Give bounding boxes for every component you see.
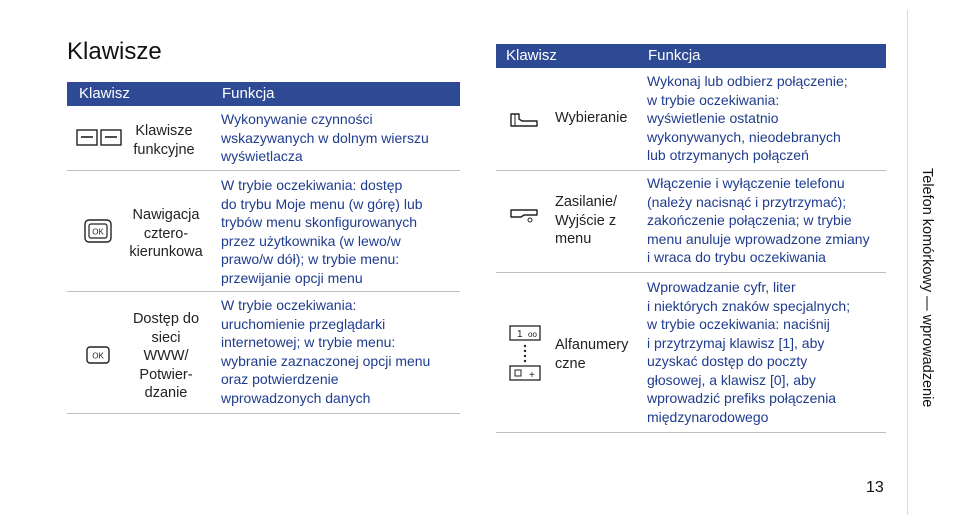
page-number: 13 bbox=[866, 479, 884, 496]
row-divider bbox=[496, 272, 886, 273]
key-label-alphanumeric: Alfanumery czne bbox=[555, 337, 629, 372]
key-label-navigation: Nawigacja cztero- kierunkowa bbox=[129, 207, 203, 260]
softkey-icon bbox=[76, 128, 122, 148]
func-text-web: W trybie oczekiwania: uruchomienie przeglądarki internetowej; w trybie menu: wybranie zaznaczonej opcji menu oraz potwierdzenie wprowadzonych danych bbox=[221, 297, 431, 406]
func-text-power: Włączenie i wyłączenie telefonu (należy nacisnąć i przytrzymać); zakończenie połączenia; w trybie menu anuluje wprowadzone zmiany i wraca do trybu oczekiwania bbox=[647, 175, 870, 265]
ok-icon bbox=[86, 346, 110, 364]
right-table-header bbox=[496, 44, 886, 68]
row-divider bbox=[67, 170, 460, 171]
func-text-call: Wykonaj lub odbierz połączenie; w trybie oczekiwania: wyświetlenie ostatnio wykonywanych, nieodebranych lub otrzymanych połączeń bbox=[647, 73, 848, 163]
func-text-navigation: W trybie oczekiwania: dostęp do trybu Moje menu (w górę) lub trybów menu skonfigurowanych przez użytkownika (w lewo/w prawo/w dół); w trybie menu: przewijanie opcji menu bbox=[221, 177, 423, 286]
func-text-functions: Wykonywanie czynności wskazywanych w dolnym wierszu wyświetlacza bbox=[221, 111, 429, 164]
side-separator bbox=[907, 10, 908, 515]
left-header-key: Klawisz bbox=[79, 85, 130, 102]
row-divider bbox=[67, 291, 460, 292]
row-divider bbox=[496, 170, 886, 171]
left-header-func: Funkcja bbox=[222, 85, 275, 102]
key-label-functions: Klawisze funkcyjne bbox=[133, 123, 195, 158]
call-key-icon bbox=[509, 110, 539, 128]
row-divider bbox=[67, 413, 460, 414]
nav-ok-icon bbox=[84, 219, 112, 243]
right-header-func: Funkcja bbox=[648, 47, 701, 64]
svg-text:1: 1 bbox=[517, 329, 523, 340]
key-label-power: Zasilanie/ Wyjście z menu bbox=[555, 194, 618, 247]
svg-text:OK: OK bbox=[92, 227, 104, 237]
key-label-call: Wybieranie bbox=[555, 110, 628, 126]
end-key-icon bbox=[509, 206, 539, 224]
right-header-key: Klawisz bbox=[506, 47, 557, 64]
svg-text:OK: OK bbox=[92, 351, 104, 361]
side-tab-label: Telefon komórkowy — wprowadzenie bbox=[919, 168, 935, 408]
page-title: Klawisze bbox=[67, 38, 162, 65]
func-text-alphanumeric: Wprowadzanie cyfr, liter i niektórych znaków specjalnych; w trybie oczekiwania: naciśnij i przytrzymaj klawisz [1], aby uzyskać dostęp do poczty głosowej, a klawisz [0], aby wprowadzić prefiks połączenia międzynarodowego bbox=[647, 279, 851, 425]
key-label-web: Dostęp do sieci WWW/ Potwier- dzanie bbox=[132, 311, 200, 401]
svg-text:oo: oo bbox=[528, 330, 537, 339]
row-divider bbox=[496, 432, 886, 433]
left-table-header bbox=[67, 82, 460, 106]
svg-text:+: + bbox=[529, 370, 535, 381]
alphanumeric-keys-icon bbox=[509, 325, 541, 381]
